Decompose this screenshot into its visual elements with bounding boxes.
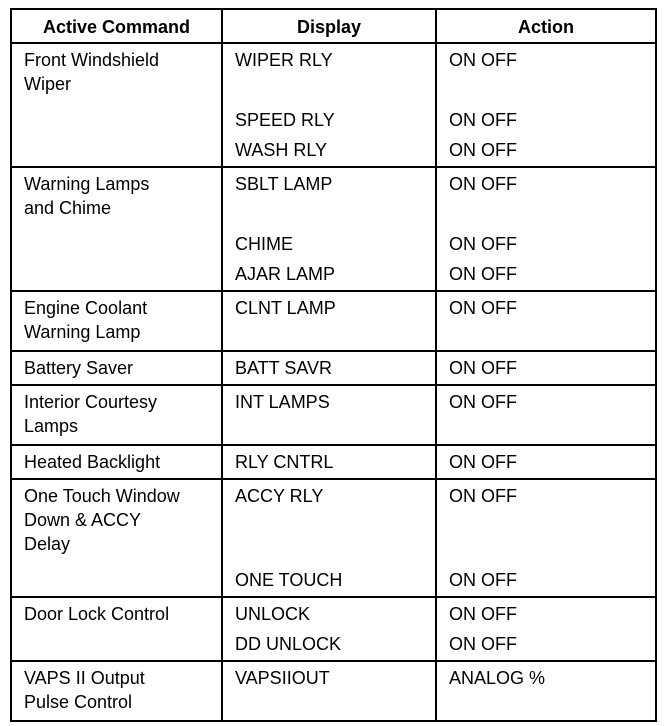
table-row-interior-courtesy: [11, 385, 656, 445]
command-cell: [11, 597, 222, 661]
display-value: CHIME: [235, 234, 293, 254]
display-cell: [222, 479, 436, 597]
table-row-door-lock-control: [11, 597, 656, 661]
command-text: VAPS II Output: [24, 668, 145, 688]
command-cell: [11, 167, 222, 291]
active-command-table: [10, 8, 657, 722]
action-cell: [436, 445, 656, 479]
table-row-front-windshield-wiper: [11, 43, 656, 167]
command-text: Lamps: [24, 416, 79, 436]
action-cell: [436, 597, 656, 661]
display-cell: [222, 597, 436, 661]
action-cell: [436, 661, 656, 721]
header-active-command: Active Command: [11, 9, 222, 43]
command-cell: [11, 479, 222, 597]
command-cell: [11, 43, 222, 167]
header-display: Display: [222, 9, 436, 43]
display-value: WASH RLY: [235, 140, 328, 160]
action-value: ON OFF: [449, 634, 517, 654]
action-value: ON OFF: [449, 358, 517, 378]
display-cell: [222, 351, 436, 385]
action-value: ON OFF: [449, 174, 517, 194]
command-text: Front Windshield: [24, 50, 160, 70]
action-value: ON OFF: [449, 234, 517, 254]
command-text: Heated Backlight: [24, 452, 161, 472]
action-value: ON OFF: [449, 452, 517, 472]
display-value: VAPSIIOUT: [235, 668, 330, 688]
action-cell: [436, 291, 656, 351]
action-value: ON OFF: [449, 298, 517, 318]
command-text: Battery Saver: [24, 358, 134, 378]
command-cell: [11, 351, 222, 385]
action-cell: [436, 43, 656, 167]
action-value: ON OFF: [449, 140, 517, 160]
action-cell: [436, 385, 656, 445]
display-cell: [222, 43, 436, 167]
action-value: ON OFF: [449, 570, 517, 590]
action-value: ON OFF: [449, 486, 517, 506]
display-cell: [222, 291, 436, 351]
command-text: One Touch Window: [24, 486, 180, 506]
command-table-page: [10, 8, 655, 722]
display-value: ONE TOUCH: [235, 570, 343, 590]
display-value: UNLOCK: [235, 604, 311, 624]
action-cell: [436, 479, 656, 597]
command-text: Warning Lamps: [24, 174, 150, 194]
display-cell: [222, 445, 436, 479]
action-cell: [436, 167, 656, 291]
display-cell: [222, 661, 436, 721]
table-row-engine-coolant: [11, 291, 656, 351]
display-value: INT LAMPS: [235, 392, 330, 412]
display-value: BATT SAVR: [235, 358, 333, 378]
display-value: CLNT LAMP: [235, 298, 336, 318]
table-row-battery-saver: [11, 351, 656, 385]
command-text: Engine Coolant: [24, 298, 148, 318]
header-action: Action: [436, 9, 656, 43]
action-value: ANALOG %: [449, 668, 546, 688]
command-text: Pulse Control: [24, 692, 133, 712]
action-value: ON OFF: [449, 604, 517, 624]
display-value: SPEED RLY: [235, 110, 335, 130]
command-text: Delay: [24, 534, 71, 554]
display-cell: [222, 167, 436, 291]
table-row-heated-backlight: [11, 445, 656, 479]
display-value: ACCY RLY: [235, 486, 324, 506]
action-value: ON OFF: [449, 392, 517, 412]
action-value: ON OFF: [449, 264, 517, 284]
command-cell: [11, 291, 222, 351]
command-text: Interior Courtesy: [24, 392, 158, 412]
command-text: and Chime: [24, 198, 112, 218]
display-value: SBLT LAMP: [235, 174, 333, 194]
action-cell: [436, 351, 656, 385]
command-cell: [11, 661, 222, 721]
command-text: Wiper: [24, 74, 72, 94]
command-text: Down & ACCY: [24, 510, 142, 530]
display-value: AJAR LAMP: [235, 264, 336, 284]
command-text: Warning Lamp: [24, 322, 141, 342]
table-row-one-touch-window: [11, 479, 656, 597]
command-text: Door Lock Control: [24, 604, 170, 624]
action-value: ON OFF: [449, 50, 517, 70]
action-value: ON OFF: [449, 110, 517, 130]
display-value: DD UNLOCK: [235, 634, 342, 654]
display-value: RLY CNTRL: [235, 452, 334, 472]
table-row-vaps-ii-output: [11, 661, 656, 721]
command-cell: [11, 445, 222, 479]
table-row-warning-lamps: [11, 167, 656, 291]
display-cell: [222, 385, 436, 445]
header-row: [11, 9, 656, 43]
display-value: WIPER RLY: [235, 50, 333, 70]
command-cell: [11, 385, 222, 445]
